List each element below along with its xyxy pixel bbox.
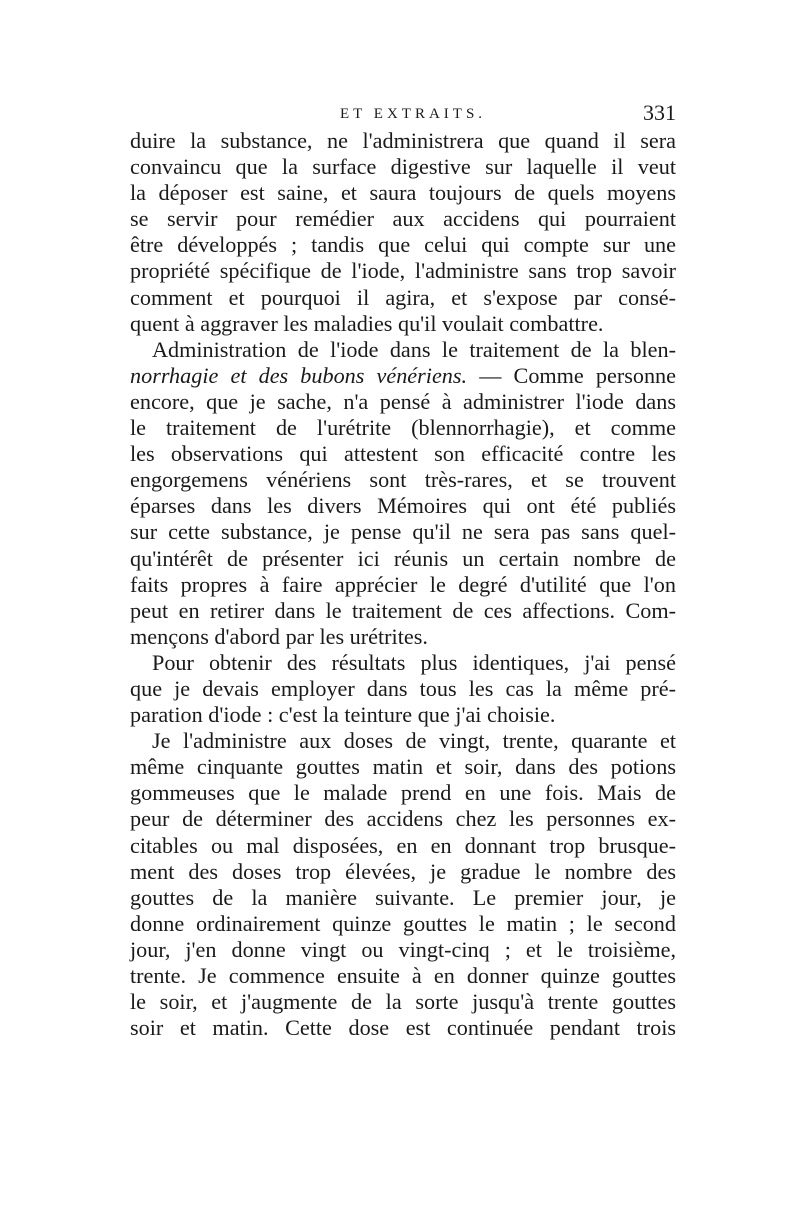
text-line: éparses dans les divers Mémoires qui ont été publiés xyxy=(130,493,676,519)
text-line: se servir pour remédier aux accidens qui pourraient xyxy=(130,206,676,232)
text-line: même cinquante gouttes matin et soir, dans des potions xyxy=(130,754,676,780)
text-line: les observations qui attestent son efficacité contre les xyxy=(130,441,676,467)
text-line: sur cette substance, je pense qu'il ne sera pas sans quel- xyxy=(130,519,676,545)
text-line: trente. Je commence ensuite à en donner quinze gouttes xyxy=(130,963,676,988)
text-line: ment des doses trop élevées, je gradue le nombre des xyxy=(130,858,676,884)
text-line: la déposer est saine, et saura toujours de quels moyens xyxy=(130,180,676,206)
text-line: peut en retirer dans le traitement de ces affections. Com- xyxy=(130,597,676,623)
text-line: engorgemens vénériens sont très-rares, et se trouvent xyxy=(130,467,676,493)
text-line: paration d'iode : c'est la teinture que j'ai choisie. xyxy=(130,702,556,728)
text-line: peur de déterminer des accidens chez les personnes ex- xyxy=(130,806,676,832)
text-line: faits propres à faire apprécier le degré d'utilité que l'on xyxy=(130,571,676,597)
running-head: ET EXTRAITS. xyxy=(340,106,487,122)
text-line: jour, j'en donne vingt ou vingt-cinq ; et le troisième, xyxy=(130,936,676,962)
text-line: le traitement de l'urétrite (blennorrhagie), et comme xyxy=(130,415,676,441)
page-number: 331 xyxy=(643,100,676,125)
heading-dash-text: — Comme personne xyxy=(467,362,676,388)
text-line: le soir, et j'augmente de la sorte jusqu'à trente gouttes xyxy=(130,989,676,1015)
text-line: être développés ; tandis que celui qui compte sur une xyxy=(130,232,676,258)
text-line: gouttes de la manière suivante. Le premier jour, je xyxy=(130,884,676,910)
section-heading-line-2 xyxy=(130,363,676,389)
text-line: gommeuses que le malade prend en une fois. Mais de xyxy=(130,780,676,806)
text-line: duire la substance, ne l'administrera que quand il sera xyxy=(130,128,676,153)
text-line: Je l'administre aux doses de vingt, trente, quarante et xyxy=(152,728,676,754)
text-line: encore, que je sache, n'a pensé à administrer l'iode dans xyxy=(130,388,676,414)
text-line: quent à aggraver les maladies qu'il voulait combattre. xyxy=(130,310,604,336)
page-header xyxy=(130,98,676,128)
section-heading-end: norrhagie et des bubons vénériens. xyxy=(130,362,468,388)
text-line: soir et matin. Cette dose est continuée pendant trois xyxy=(130,1015,676,1041)
text-line: mençons d'abord par les urétrites. xyxy=(130,623,428,649)
text-line: comment et pourquoi il agira, et s'expose par consé- xyxy=(130,284,676,310)
text-line: citables ou mal disposées, en en donnant trop brusque- xyxy=(130,832,676,858)
text-line: propriété spécifique de l'iode, l'administre sans trop savoir xyxy=(130,258,676,284)
text-line: Pour obtenir des résultats plus identiques, j'ai pensé xyxy=(152,649,676,675)
text-line: qu'intérêt de présenter ici réunis un certain nombre de xyxy=(130,545,676,571)
body-text xyxy=(130,128,676,1041)
text-line: donne ordinairement quinze gouttes le matin ; le second xyxy=(130,910,676,936)
section-heading-line: Administration de l'iode dans le traitement de la blen- xyxy=(152,336,676,362)
text-line: que je devais employer dans tous les cas la même pré- xyxy=(130,675,676,701)
text-line: convaincu que la surface digestive sur laquelle il veut xyxy=(130,154,676,180)
